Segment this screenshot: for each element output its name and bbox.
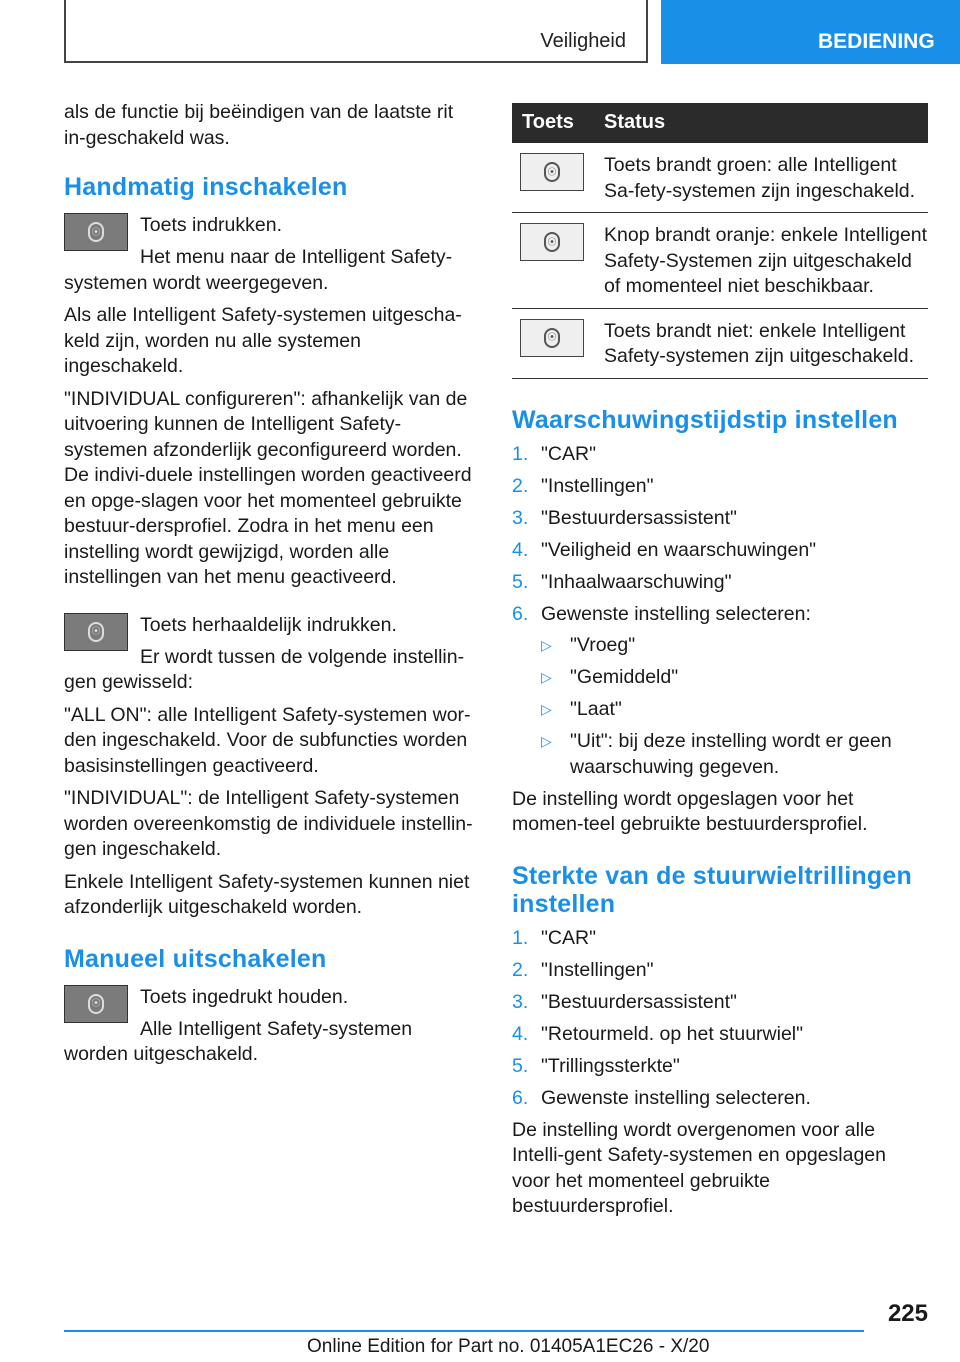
safety-button [520, 319, 584, 357]
list-item: 5. "Inhaalwaarschuwing" [512, 570, 732, 593]
triangle-icon: ▷ [541, 669, 552, 685]
safety-button-icon: ⦿ [544, 328, 560, 348]
status-text: Knop brandt oranje: enkele Intelligent Safety-Systemen zijn uitgeschakeld of momenteel niet beschikbaar. [594, 213, 928, 309]
steps-vibration [512, 926, 928, 1112]
list-item: 6. Gewenste instelling selecteren. [512, 1086, 811, 1109]
list-item: 4. "Retourmeld. op het stuurwiel" [512, 1022, 804, 1045]
sub-item: ▷ "Gemiddeld" [541, 665, 928, 691]
status-table [512, 103, 928, 379]
sub-options [541, 633, 928, 780]
table-header-key: Toets [512, 103, 594, 143]
left-column [64, 100, 480, 1075]
key-hold-result: Alle Intelligent Safety-systemen worden uitgeschakeld. [64, 1017, 413, 1065]
safety-button [64, 213, 128, 251]
footer-edition: Online Edition for Part no. 01405A1EC26 - X/20 [307, 1336, 710, 1357]
safety-button [520, 223, 584, 261]
sub-item: ▷ "Vroeg" [541, 633, 928, 659]
sub-item: ▷ "Uit": bij deze instelling wordt er geen waarschuwing gegeven. [541, 730, 892, 778]
safety-button [64, 985, 128, 1023]
heading-vibration: Sterkte van de stuurwieltrillingen instellen [512, 861, 912, 918]
safety-button-icon: ⦿ [544, 232, 560, 252]
key-hold-text: Toets ingedrukt houden. [140, 985, 349, 1008]
para-all-on: "ALL ON": alle Intelligent Safety-systemen wor-den ingeschakeld. Voor de subfuncties worden basisinstellingen geactiveerd. [64, 703, 471, 777]
list-item: 1. "CAR" [512, 926, 597, 949]
key-row-repeat [64, 613, 480, 669]
key-row-hold [64, 985, 480, 1041]
safety-button-icon: ⦿ [544, 162, 560, 182]
list-item: 4. "Veiligheid en waarschuwingen" [512, 538, 817, 561]
chapter-title: BEDIENING [818, 30, 935, 53]
triangle-icon: ▷ [541, 637, 552, 653]
list-item: 6. Gewenste instelling selecteren: ▷ "Vroeg" ▷ "Gemiddeld" ▷ "Laat" ▷ "Uit": bij deze instelling wordt er geen waarschuwing gegeven. [512, 602, 928, 781]
section-title: Veiligheid [540, 30, 626, 52]
key-press-text: Toets indrukken. [140, 214, 282, 236]
list-item: 3. "Bestuurdersassistent" [512, 506, 737, 529]
heading-manual-off: Manueel uitschakelen [64, 944, 327, 973]
safety-button [520, 153, 584, 191]
para-all-off: Als alle Intelligent Safety-systemen uitgescha-keld zijn, worden nu alle systemen ingeschakeld. [64, 304, 462, 377]
list-item: 2. "Instellingen" [512, 958, 654, 981]
key-press-result: Het menu naar de Intelligent Safety-systemen wordt weergegeven. [64, 246, 453, 294]
table-row [512, 213, 928, 309]
page-number: 225 [887, 1300, 928, 1327]
triangle-icon: ▷ [541, 701, 552, 717]
para-some-systems: Enkele Intelligent Safety-systemen kunnen niet afzonderlijk uitgeschakeld worden. [64, 870, 470, 918]
table-row [512, 143, 928, 213]
list-item: 5. "Trillingssterkte" [512, 1054, 680, 1077]
para-applied: De instelling wordt overgenomen voor alle Intelli-gent Safety-systemen en opgeslagen voor het momenteel gebruikte bestuurdersprofiel. [512, 1118, 886, 1217]
status-text: Toets brandt niet: enkele Intelligent Safety-systemen zijn uitgeschakeld. [594, 308, 928, 378]
key-repeat-result: Er wordt tussen de volgende instellin-gen gewisseld: [64, 645, 465, 693]
table-row [512, 308, 928, 378]
safety-button [64, 613, 128, 651]
para-individual: "INDIVIDUAL": de Intelligent Safety-systemen worden overeenkomstig de individuele instellin-gen ingeschakeld. [64, 787, 473, 860]
list-item: 2. "Instellingen" [512, 474, 654, 497]
intro-text: als de functie bij beëindigen van de laatste rit in-geschakeld was. [64, 101, 454, 149]
safety-button-icon: ⦿ [88, 222, 104, 242]
triangle-icon: ▷ [541, 733, 552, 749]
steps-warning-time [512, 442, 928, 781]
table-header-status: Status [594, 103, 928, 143]
list-item: 1. "CAR" [512, 442, 597, 465]
list-item: 3. "Bestuurdersassistent" [512, 990, 737, 1013]
key-row-press [64, 213, 480, 269]
para-saved: De instelling wordt opgeslagen voor het momen-teel gebruikte bestuurdersprofiel. [512, 787, 868, 835]
key-repeat-text: Toets herhaaldelijk indrukken. [140, 613, 397, 636]
header-frame [64, 0, 648, 63]
chapter-tab [661, 0, 960, 64]
status-text: Toets brandt groen: alle Intelligent Sa-fety-systemen zijn ingeschakeld. [594, 143, 928, 213]
safety-button-icon: ⦿ [88, 622, 104, 642]
heading-warning-time: Waarschuwingstijdstip instellen [512, 405, 898, 434]
heading-manual-on: Handmatig inschakelen [64, 173, 348, 201]
right-column [512, 103, 928, 1227]
safety-button-icon: ⦿ [88, 994, 104, 1014]
sub-item: ▷ "Laat" [541, 697, 928, 723]
footer-divider [64, 1330, 864, 1332]
para-individual-config: "INDIVIDUAL configureren": afhankelijk van de uitvoering kunnen de Intelligent Safety-systemen afzonderlijk geconfigureerd worden. De indivi-duele instellingen worden geactiveerd en opge-slagen voor het momenteel gebruikte bestuur-dersprofiel. Zodra in het menu een instelling wordt gewijzigd, worden alle instellingen van het menu geactiveerd. [64, 387, 472, 588]
